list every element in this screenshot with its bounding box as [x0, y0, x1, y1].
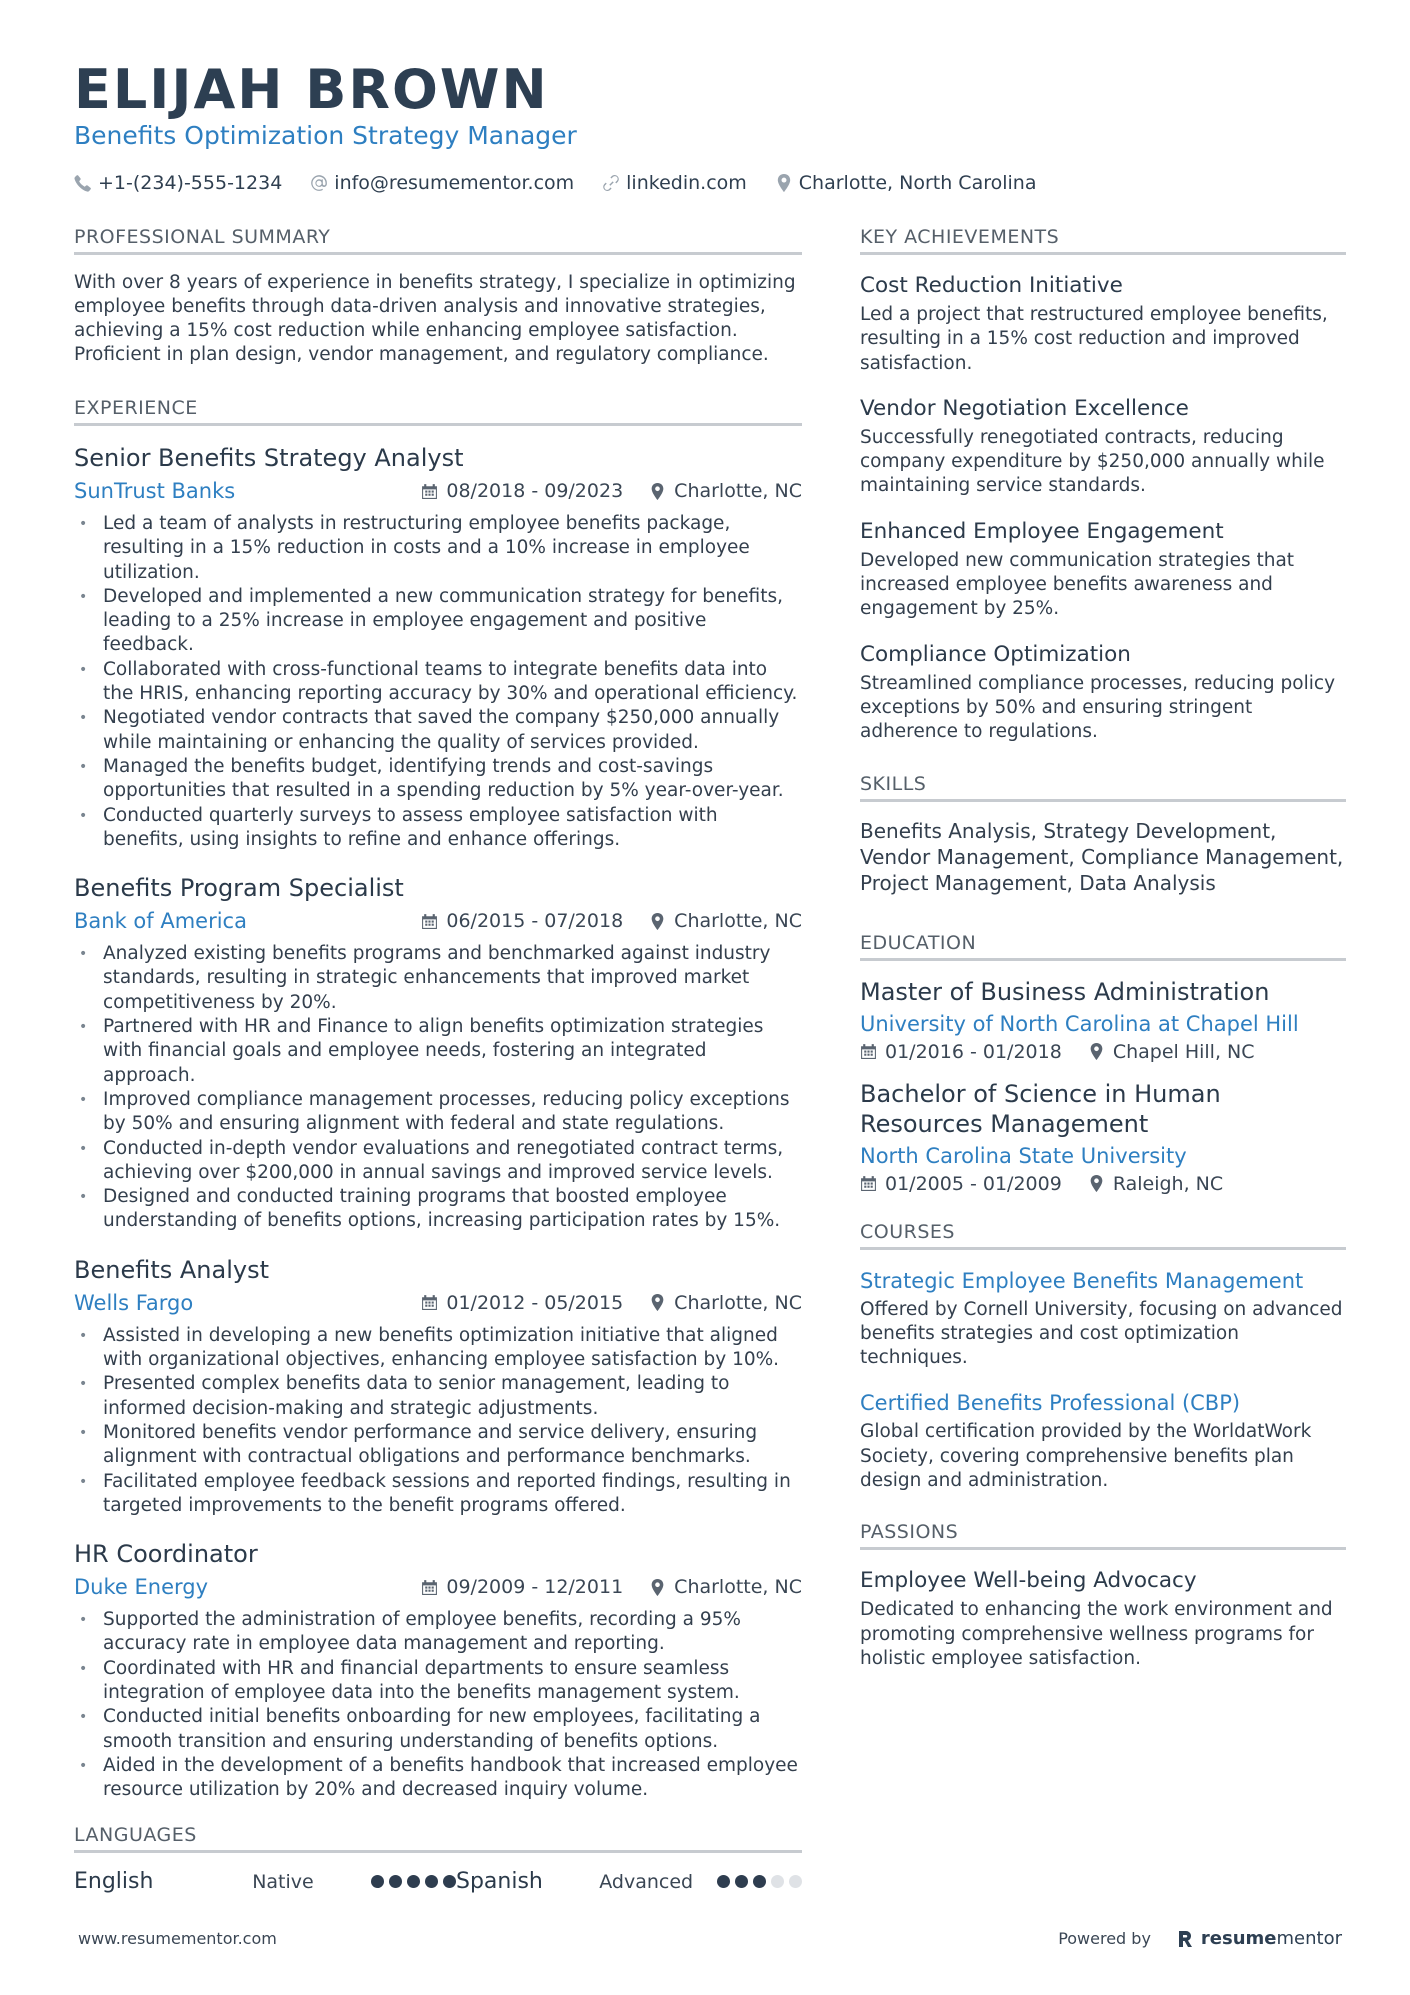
calendar-icon: [860, 1043, 877, 1060]
education-school: University of North Carolina at Chapel Hill: [860, 1011, 1299, 1036]
page-footer: [78, 1928, 1342, 1949]
rating-dot-filled: [717, 1875, 730, 1888]
job-title: Benefits Analyst: [74, 1255, 269, 1284]
course-desc: Offered by Cornell University, focusing on advanced benefits strategies and cost optimization techniques.: [860, 1298, 1343, 1369]
job-title: Benefits Program Specialist: [74, 874, 404, 903]
education-location: [1088, 1041, 1255, 1063]
job-entry: [74, 442, 802, 852]
language-level: Advanced: [599, 1870, 694, 1893]
company-name: Bank of America: [74, 909, 247, 934]
job-bullet: • Improved compliance management processes, reducing policy exceptions by 50% and ensuring alignment with federal and state regulations.: [74, 1088, 802, 1137]
job-entry: [74, 872, 802, 1234]
summary-heading: PROFESSIONAL SUMMARY: [74, 226, 802, 255]
courses-section: [860, 1221, 1346, 1494]
link-icon: [602, 174, 620, 192]
company-name: Duke Energy: [74, 1575, 209, 1600]
job-location-text: Charlotte, NC: [674, 1291, 802, 1314]
languages-heading: LANGUAGES: [74, 1824, 802, 1853]
candidate-role: Benefits Optimization Strategy Manager: [74, 121, 577, 150]
course-title: Strategic Employee Benefits Management: [860, 1268, 1304, 1293]
job-dates: [421, 1292, 623, 1314]
achievement-item: [860, 640, 1346, 745]
rating-dot-filled: [425, 1875, 438, 1888]
powered-by: [1058, 1928, 1342, 1949]
achievement-item: [860, 271, 1346, 376]
location-pin-icon: [649, 483, 666, 500]
job-meta: [74, 906, 802, 936]
education-dates: [860, 1173, 1062, 1195]
calendar-icon: [421, 1294, 438, 1311]
languages-section: [74, 1824, 802, 1894]
phone-text: +1-(234)-555-1234: [98, 172, 283, 194]
at-icon: [310, 174, 328, 192]
achievement-item: [860, 394, 1346, 499]
job-location-text: Charlotte, NC: [674, 480, 802, 502]
experience-section: [74, 397, 802, 1802]
location-pin-icon: [649, 1294, 666, 1311]
brand-logo[interactable]: [1177, 1928, 1342, 1949]
location-pin-icon: [649, 1579, 666, 1596]
job-location-text: Charlotte, NC: [674, 1576, 802, 1599]
phone-icon: [74, 174, 92, 192]
passion-desc: Dedicated to enhancing the work environment and promoting comprehensive wellness programs for holistic employee satisfaction.: [860, 1599, 1333, 1669]
job-meta: [74, 1572, 802, 1602]
education-dates-text: 01/2016 - 01/2018: [885, 1040, 1062, 1063]
job-bullet: • Partnered with HR and Finance to align benefits optimization strategies with financial goals and employee needs, fostering an integrated approach.: [74, 1015, 802, 1088]
job-bullet: • Managed the benefits budget, identifying trends and cost-savings opportunities that resulted in a spending reduction by 5% year-over-year.: [74, 755, 802, 804]
achievement-title: Vendor Negotiation Excellence: [860, 395, 1189, 421]
education-item: [860, 1079, 1346, 1195]
job-bullet: • Coordinated with HR and financial departments to ensure seamless integration of employee data into the benefits management system.: [74, 1657, 802, 1706]
language-name: Spanish: [456, 1869, 543, 1895]
rating-dot-filled: [735, 1875, 748, 1888]
job-meta: [74, 1288, 802, 1318]
education-dates: [860, 1041, 1062, 1063]
calendar-icon: [860, 1175, 877, 1192]
email-text: info@resumementor.com: [334, 172, 575, 194]
job-bullet: • Assisted in developing a new benefits optimization initiative that aligned with organizational objectives, enhancing employee satisfaction by 10%.: [74, 1324, 802, 1373]
job-bullet: • Facilitated employee feedback sessions and reported findings, resulting in targeted improvements to the benefit programs offered.: [74, 1470, 802, 1519]
location-pin-icon: [1088, 1175, 1105, 1192]
course-desc: Global certification provided by the WorldatWork Society, covering comprehensive benefits plan design and administration.: [860, 1421, 1312, 1492]
rating-dot-filled: [389, 1875, 402, 1888]
location-pin-icon: [649, 913, 666, 930]
job-bullet: • Conducted in-depth vendor evaluations and renegotiated contract terms, achieving over $200,000 in annual savings and improved service levels.: [74, 1137, 802, 1186]
skills-heading: SKILLS: [860, 773, 1346, 802]
job-bullet: • Analyzed existing benefits programs and benchmarked against industry standards, resulting in strategic enhancements that improved market competitiveness by 20%.: [74, 942, 802, 1015]
job-bullet: • Led a team of analysts in restructuring employee benefits package, resulting in a 15% reduction in costs and a 10% increase in employee utilization.: [74, 512, 802, 585]
experience-heading: EXPERIENCE: [74, 397, 802, 426]
resume-header: [74, 58, 1350, 194]
languages-row: [74, 1869, 802, 1894]
education-location-text: Raleigh, NC: [1112, 1172, 1224, 1195]
job-bullets: [74, 1608, 802, 1802]
education-degree: Master of Business Administration: [860, 977, 1270, 1006]
job-bullet: • Collaborated with cross-functional teams to integrate benefits data into the HRIS, enhancing reporting accuracy by 30% and operational efficiency.: [74, 658, 802, 707]
job-dates-text: 09/2009 - 12/2011: [446, 1576, 624, 1599]
rating-dot-empty: [789, 1875, 802, 1888]
company-name: SunTrust Banks: [74, 479, 236, 503]
job-dates: [421, 1576, 623, 1598]
skills-text: Benefits Analysis, Strategy Development, Vendor Management, Compliance Management, Project Management, Data Analysis: [860, 818, 1344, 895]
job-bullet: • Negotiated vendor contracts that saved the company $250,000 annually while maintaining or enhancing the quality of services provided.: [74, 706, 802, 755]
left-column: [74, 226, 802, 1924]
achievement-item: [860, 517, 1346, 622]
candidate-name: ELIJAH BROWN: [74, 58, 549, 121]
rating-dot-filled: [753, 1875, 766, 1888]
contact-linkedin[interactable]: [602, 172, 747, 194]
course-item: [860, 1388, 1346, 1493]
job-dates: [421, 910, 623, 932]
rating-dot-filled: [371, 1875, 384, 1888]
contact-bar: [74, 172, 1350, 194]
job-bullet: • Developed and implemented a new communication strategy for benefits, leading to a 25% increase in employee engagement and positive feedback.: [74, 585, 802, 658]
course-item: [860, 1266, 1346, 1371]
linkedin-text: linkedin.com: [626, 172, 747, 194]
achievement-desc: Streamlined compliance processes, reducing policy exceptions by 50% and ensuring stringent adherence to regulations.: [860, 672, 1336, 743]
footer-website-link[interactable]: www.resumementor.com: [78, 1929, 277, 1948]
company-name: Wells Fargo: [74, 1290, 194, 1315]
job-bullet: • Supported the administration of employee benefits, recording a 95% accuracy rate in employee data management and reporting.: [74, 1608, 802, 1657]
job-dates-text: 06/2015 - 07/2018: [446, 910, 624, 933]
job-bullet: • Presented complex benefits data to senior management, leading to informed decision-making and strategic adjustments.: [74, 1372, 802, 1421]
education-section: [860, 932, 1346, 1195]
job-location: [649, 1292, 802, 1314]
summary-text: With over 8 years of experience in benefits strategy, I specialize in optimizing employee benefits through data-driven analysis and innovative strategies, achieving a 15% cost reduction while enhancing employee satisfaction. Proficient in plan design, vendor management, and regulatory compliance.: [74, 272, 796, 365]
rating-dot-filled: [443, 1875, 456, 1888]
summary-section: [74, 226, 802, 367]
job-title: HR Coordinator: [74, 1540, 258, 1569]
job-title: Senior Benefits Strategy Analyst: [74, 444, 464, 472]
location-text: Charlotte, North Carolina: [798, 172, 1037, 194]
education-school: North Carolina State University: [860, 1143, 1187, 1168]
language-name: English: [74, 1869, 154, 1895]
job-entry: [74, 1538, 802, 1802]
language-item: [456, 1869, 802, 1894]
achievement-desc: Led a project that restructured employee benefits, resulting in a 15% cost reduction and improved satisfaction.: [860, 304, 1328, 374]
job-bullet: • Aided in the development of a benefits handbook that increased employee resource utilization by 20% and decreased inquiry volume.: [74, 1754, 802, 1803]
location-pin-icon: [775, 174, 793, 192]
job-bullet: • Conducted quarterly surveys to assess employee satisfaction with benefits, using insights to refine and enhance offerings.: [74, 804, 802, 853]
education-location: [1088, 1173, 1223, 1195]
education-meta: [860, 1041, 1346, 1063]
job-bullets: [74, 512, 802, 852]
passions-heading: PASSIONS: [860, 1521, 1346, 1550]
job-meta: [74, 476, 802, 506]
calendar-icon: [421, 483, 438, 500]
course-title: Certified Benefits Professional (CBP): [860, 1391, 1241, 1416]
language-rating: [717, 1875, 802, 1888]
job-bullet: • Conducted initial benefits onboarding for new employees, facilitating a smooth transition and ensuring understanding of benefits options.: [74, 1705, 802, 1754]
education-degree: Bachelor of Science in Human Resources Management: [860, 1079, 1221, 1138]
brand-name-bold: resume: [1200, 1928, 1277, 1949]
courses-heading: COURSES: [860, 1221, 1346, 1250]
job-entry: [74, 1254, 802, 1518]
brand-mark-icon: [1177, 1929, 1195, 1949]
achievements-heading: KEY ACHIEVEMENTS: [860, 226, 1346, 255]
skills-section: [860, 773, 1346, 896]
education-dates-text: 01/2005 - 01/2009: [885, 1172, 1062, 1195]
rating-dot-empty: [771, 1875, 784, 1888]
job-location: [649, 910, 802, 932]
achievement-title: Enhanced Employee Engagement: [860, 518, 1224, 544]
achievement-desc: Successfully renegotiated contracts, reducing company expenditure by $250,000 annually while maintaining service standards.: [860, 426, 1325, 497]
calendar-icon: [421, 1579, 438, 1596]
language-level: Native: [252, 1870, 314, 1893]
passion-title: Employee Well-being Advocacy: [860, 1568, 1197, 1594]
education-meta: [860, 1173, 1346, 1195]
job-bullets: [74, 942, 802, 1234]
job-location: [649, 1576, 802, 1598]
location-pin-icon: [1088, 1043, 1105, 1060]
achievement-desc: Developed new communication strategies that increased employee benefits awareness and engagement by 25%.: [860, 549, 1295, 620]
contact-location: [775, 172, 1037, 194]
education-heading: EDUCATION: [860, 932, 1346, 961]
achievement-title: Cost Reduction Initiative: [860, 273, 1123, 298]
job-dates: [421, 480, 623, 502]
job-bullet: • Monitored benefits vendor performance and service delivery, ensuring alignment with contractual obligations and performance benchmarks.: [74, 1421, 802, 1470]
passion-item: [860, 1566, 1346, 1671]
job-bullets: [74, 1324, 802, 1518]
job-location-text: Charlotte, NC: [674, 910, 802, 933]
powered-by-label: Powered by: [1058, 1929, 1151, 1948]
achievement-title: Compliance Optimization: [860, 641, 1131, 667]
job-bullet: • Designed and conducted training programs that boosted employee understanding of benefits options, increasing participation rates by 15%.: [74, 1185, 802, 1234]
right-column: [860, 226, 1346, 1701]
contact-email[interactable]: [310, 172, 574, 194]
education-item: [860, 977, 1346, 1063]
language-item: [74, 1869, 456, 1894]
language-rating: [371, 1875, 456, 1888]
contact-phone[interactable]: [74, 172, 282, 194]
rating-dot-filled: [407, 1875, 420, 1888]
calendar-icon: [421, 913, 438, 930]
brand-name-light: mentor: [1276, 1928, 1342, 1949]
achievements-section: [860, 226, 1346, 745]
job-location: [649, 480, 802, 502]
education-location-text: Chapel Hill, NC: [1112, 1040, 1255, 1063]
job-dates-text: 01/2012 - 05/2015: [446, 1291, 624, 1314]
job-dates-text: 08/2018 - 09/2023: [446, 480, 624, 502]
passions-section: [860, 1521, 1346, 1671]
